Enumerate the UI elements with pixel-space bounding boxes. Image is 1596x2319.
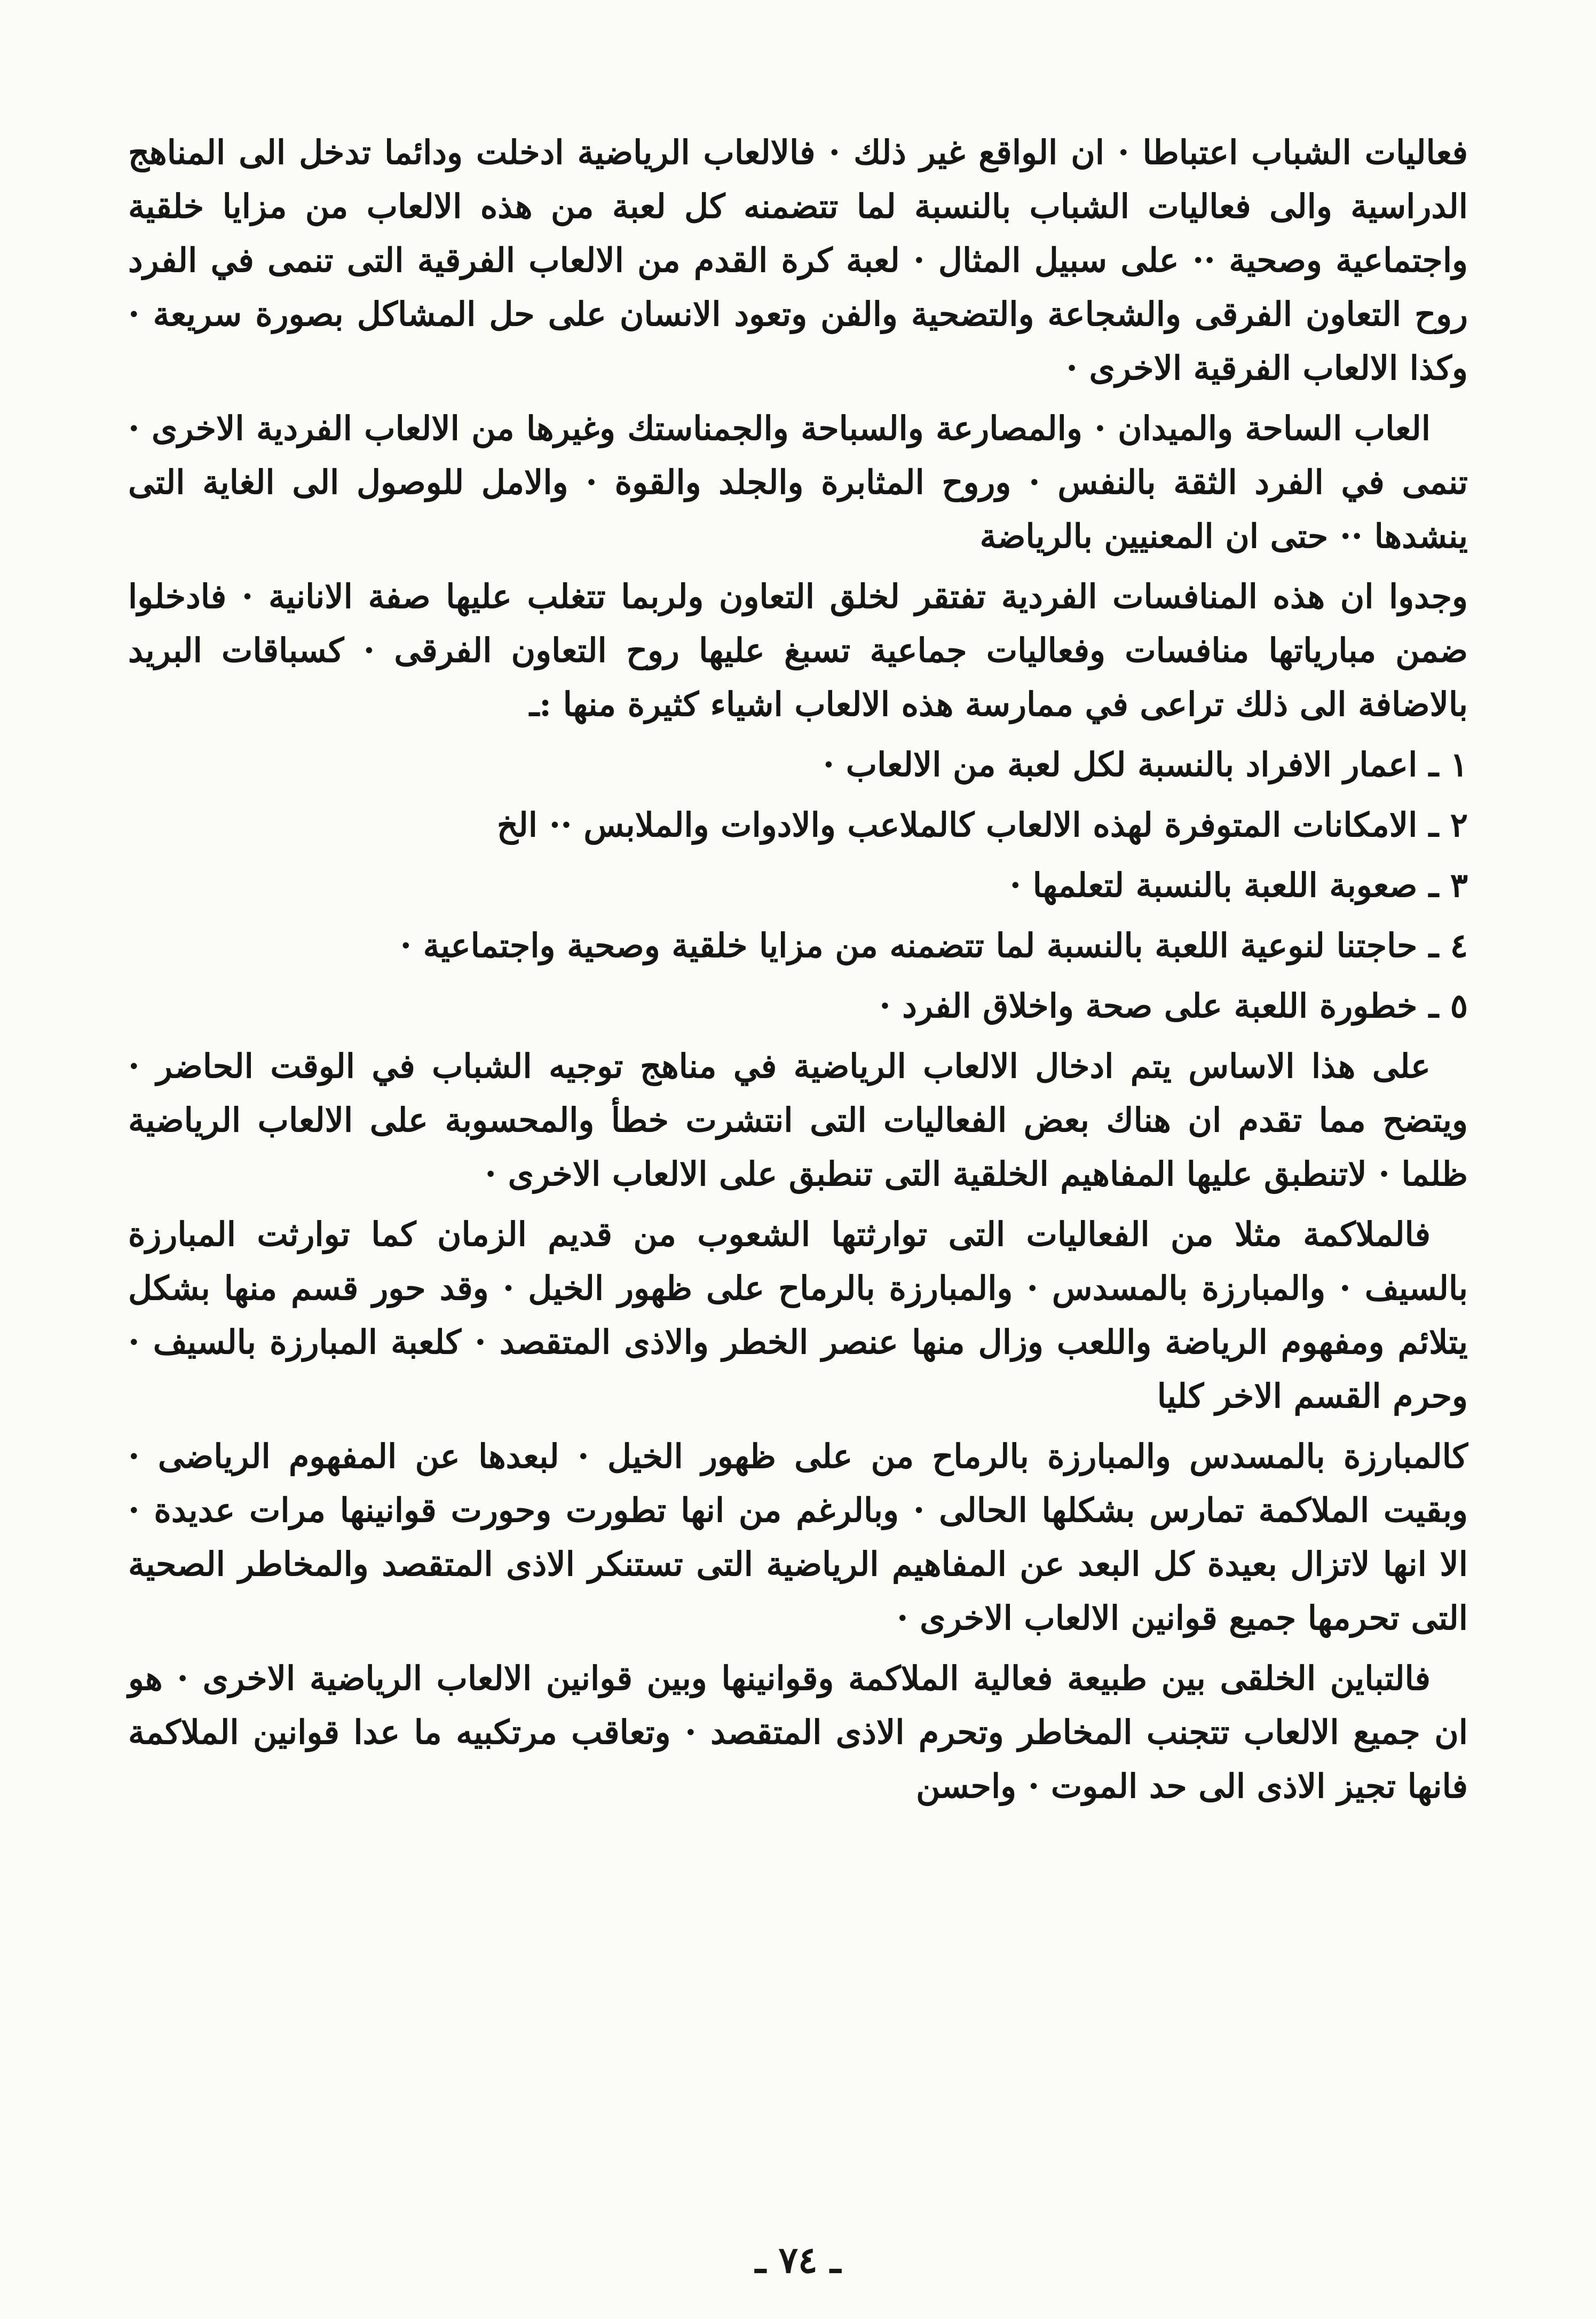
paragraph-7: فالتباين الخلقى بين طبيعة فعالية الملاكمة وقوانينها وبين قوانين الالعاب الرياضية الاخرى · هو ان جميع الالعاب تتجنب المخاطر وتحرم الاذى المتقصد · وتعاقب مرتكبيه ما عدا قوانين الملاكمة فانها تجيز الاذى الى حد الموت · واحسن [128, 1659, 1468, 1806]
paragraph-5: فالملاكمة مثلا من الفعاليات التى توارثتها الشعوب من قديم الزمان كما توارثت المبارزة بالسيف · والمبارزة بالمسدس · والمبارزة بالرماح على ظهور الخيل · وقد حور قسم منها بشكل يتلائم ومفهوم الرياضة واللعب وزال منها عنصر الخطر والاذى المتقصد · كلعبة المبارزة بالسيف · وحرم القسم الاخر كليا [128, 1215, 1468, 1415]
body-text [128, 125, 1468, 1819]
paragraph-6: كالمبارزة بالمسدس والمبارزة بالرماح من على ظهور الخيل · لبعدها عن المفهوم الرياضى · وبقيت الملاكمة تمارس بشكلها الحالى · وبالرغم من انها تطورت وحورت قوانينها مرات عديدة · الا انها لاتزال بعيدة كل البعد عن المفاهيم الرياضية التى تستنكر الاذى المتقصد والمخاطر الصحية التى تحرمها جميع قوانين الالعاب الاخرى · [128, 1437, 1468, 1637]
paragraph-3: وجدوا ان هذه المنافسات الفردية تفتقر لخلق التعاون ولربما تتغلب عليها صفة الانانية · فادخلوا ضمن مبارياتها منافسات وفعاليات جماعية تسبغ عليها روح التعاون الفرقى · كسباقات البريد بالاضافة الى ذلك تراعى في ممارسة هذه الالعاب اشياء كثيرة منها :ـ [128, 577, 1468, 724]
list-item-2: ٢ ـ الامكانات المتوفرة لهذه الالعاب كالملاعب والادوات والملابس ·· الخ [496, 805, 1468, 844]
paragraph-1: فعاليات الشباب اعتباطا · ان الواقع غير ذلك · فالالعاب الرياضية ادخلت ودائما تدخل الى المناهج الدراسية والى فعاليات الشباب بالنسبة لما تتضمنه كل لعبة من هذه الالعاب من مزايا خلقية واجتماعية وصحية ·· على سبيل المثال · لعبة كرة القدم من الالعاب الفرقية التى تنمى في الفرد روح التعاون الفرقى والشجاعة والتضحية والفن وتعود الانسان على حل المشاكل بصورة سريعة · وكذا الالعاب الفرقية الاخرى · [128, 133, 1468, 387]
page-number: ـ ٧٤ ـ [755, 2239, 841, 2282]
list-item-5: ٥ ـ خطورة اللعبة على صحة واخلاق الفرد · [879, 986, 1468, 1025]
list-item-3: ٣ ـ صعوبة اللعبة بالنسبة لتعلمها · [1009, 866, 1468, 905]
list-item-1: ١ ـ اعمار الافراد بالنسبة لكل لعبة من الالعاب · [823, 745, 1468, 784]
paragraph-4: على هذا الاساس يتم ادخال الالعاب الرياضية في مناهج توجيه الشباب في الوقت الحاضر · ويتضح مما تقدم ان هناك بعض الفعاليات التى انتشرت خطأ والمحسوبة على الالعاب الرياضية ظلما · لاتنطبق عليها المفاهيم الخلقية التى تنطبق على الالعاب الاخرى · [128, 1047, 1468, 1193]
paragraph-2: العاب الساحة والميدان · والمصارعة والسباحة والجمناستك وغيرها من الالعاب الفردية الاخرى · تنمى في الفرد الثقة بالنفس · وروح المثابرة والجلد والقوة · والامل للوصول الى الغاية التى ينشدها ·· حتى ان المعنيين بالرياضة [128, 409, 1468, 556]
list-item-4: ٤ ـ حاجتنا لنوعية اللعبة بالنسبة لما تتضمنه من مزايا خلقية وصحية واجتماعية · [400, 926, 1468, 965]
